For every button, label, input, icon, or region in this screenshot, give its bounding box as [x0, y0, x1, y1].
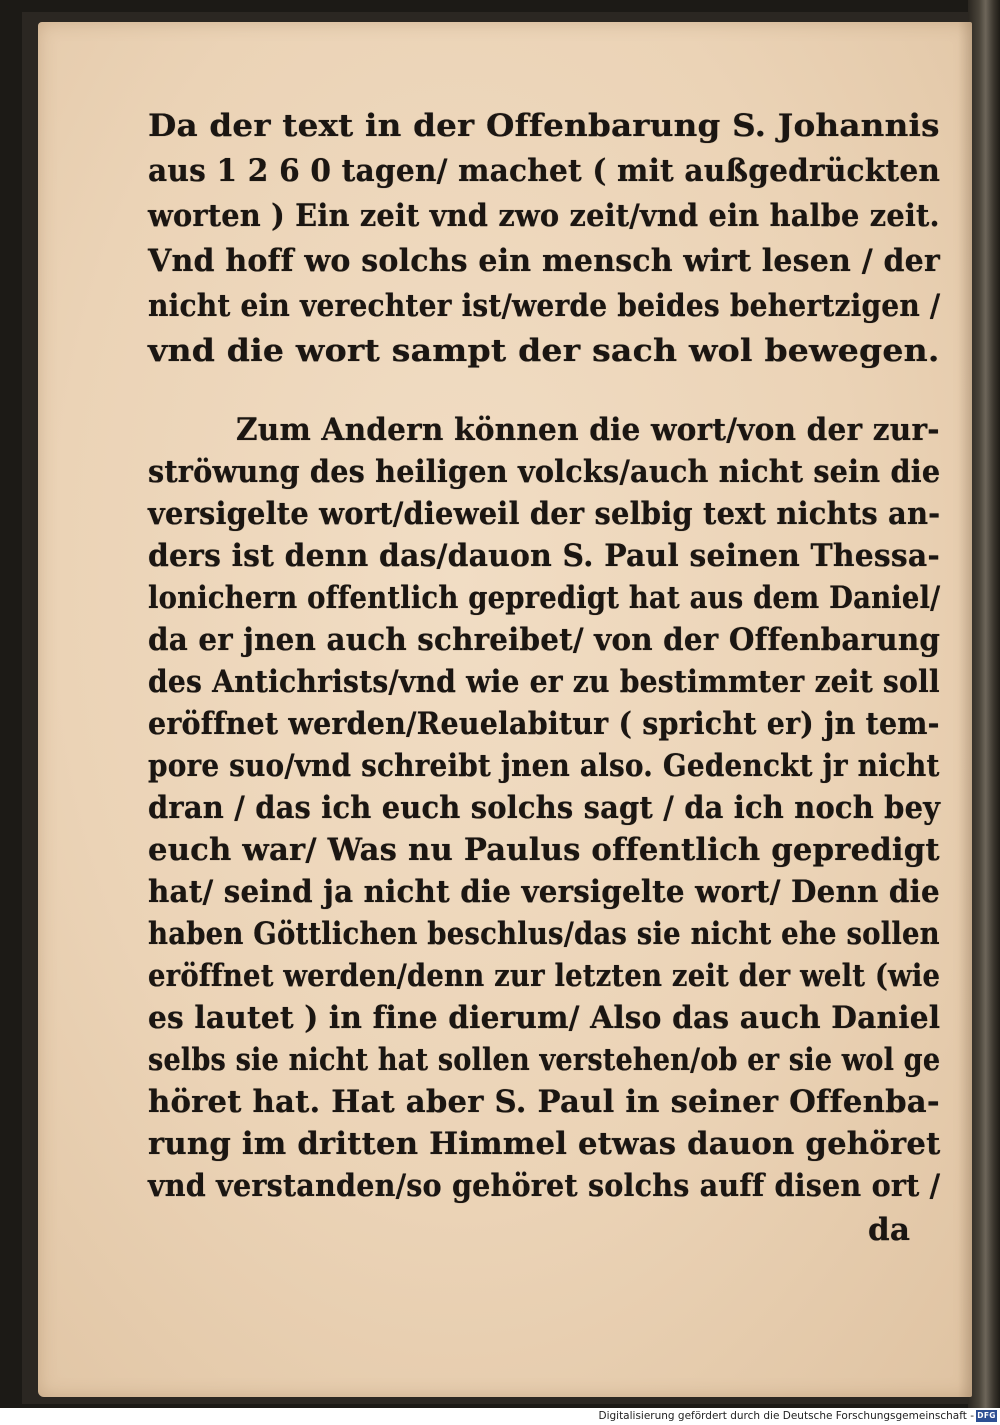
text-line: ströwung des heiligen volcks/auch nicht sein die — [148, 454, 941, 490]
text-line: eröffnet werden/denn zur letzten zeit der welt (wie — [148, 958, 941, 994]
text-line: lonichern offentlich gepredigt hat aus dem Daniel/ — [148, 580, 941, 616]
text-line: versigelte wort/dieweil der selbig text nichts an- — [148, 496, 941, 532]
book-binding-edge — [968, 0, 1000, 1408]
text-line: eröffnet werden/Reuelabitur ( spricht er) jn tem- — [148, 706, 940, 742]
text-line: da er jnen auch schreibet/ von der Offenbarung — [148, 622, 941, 658]
text-line: es lautet ) in fine dierum/ Also das auch Daniel — [148, 1000, 941, 1036]
text-line: dran / das ich euch solchs sagt / da ich noch bey — [148, 790, 941, 826]
text-line: höret hat. Hat aber S. Paul in seiner Offenba- — [148, 1084, 940, 1120]
text-line: Zum Andern können die wort/von der zur- — [236, 412, 940, 448]
book-page — [38, 22, 972, 1397]
text-line: des Antichrists/vnd wie er zu bestimmter zeit soll — [148, 664, 940, 700]
catchword: da — [868, 1212, 911, 1248]
text-line: Da der text in der Offenbarung S. Johannis — [148, 108, 940, 144]
funding-credit: Digitalisierung gefördert durch die Deutsche Forschungsgemeinschaft - — [598, 1410, 974, 1422]
text-line: hat/ seind ja nicht die versigelte wort/ Denn die — [148, 874, 940, 910]
text-line: pore suo/vnd schreibt jnen also. Gedenckt jr nicht — [148, 748, 940, 784]
text-line: worten ) Ein zeit vnd zwo zeit/vnd ein halbe zeit. — [148, 198, 940, 234]
text-line: rung im dritten Himmel etwas dauon gehöret — [148, 1126, 941, 1162]
text-line: Vnd hoff wo solchs ein mensch wirt lesen / der — [148, 243, 940, 279]
text-line: euch war/ Was nu Paulus offentlich gepredigt — [148, 832, 940, 868]
dfg-logo: DFG — [977, 1411, 996, 1420]
text-line: haben Göttlichen beschlus/das sie nicht ehe sollen — [148, 916, 940, 952]
text-line: vnd verstanden/so gehöret solchs auff disen ort / — [148, 1168, 941, 1204]
text-line: nicht ein verechter ist/werde beides behertzigen / — [148, 288, 941, 324]
text-line: aus 1 2 6 0 tagen/ machet ( mit außgedrückten — [148, 153, 941, 189]
text-line: ders ist denn das/dauon S. Paul seinen Thessa- — [148, 538, 940, 574]
text-line: vnd die wort sampt der sach wol bewegen. — [148, 333, 940, 369]
text-line: selbs sie nicht hat sollen verstehen/ob er sie wol ge — [148, 1042, 941, 1078]
page-gutter-shade — [958, 22, 972, 1397]
